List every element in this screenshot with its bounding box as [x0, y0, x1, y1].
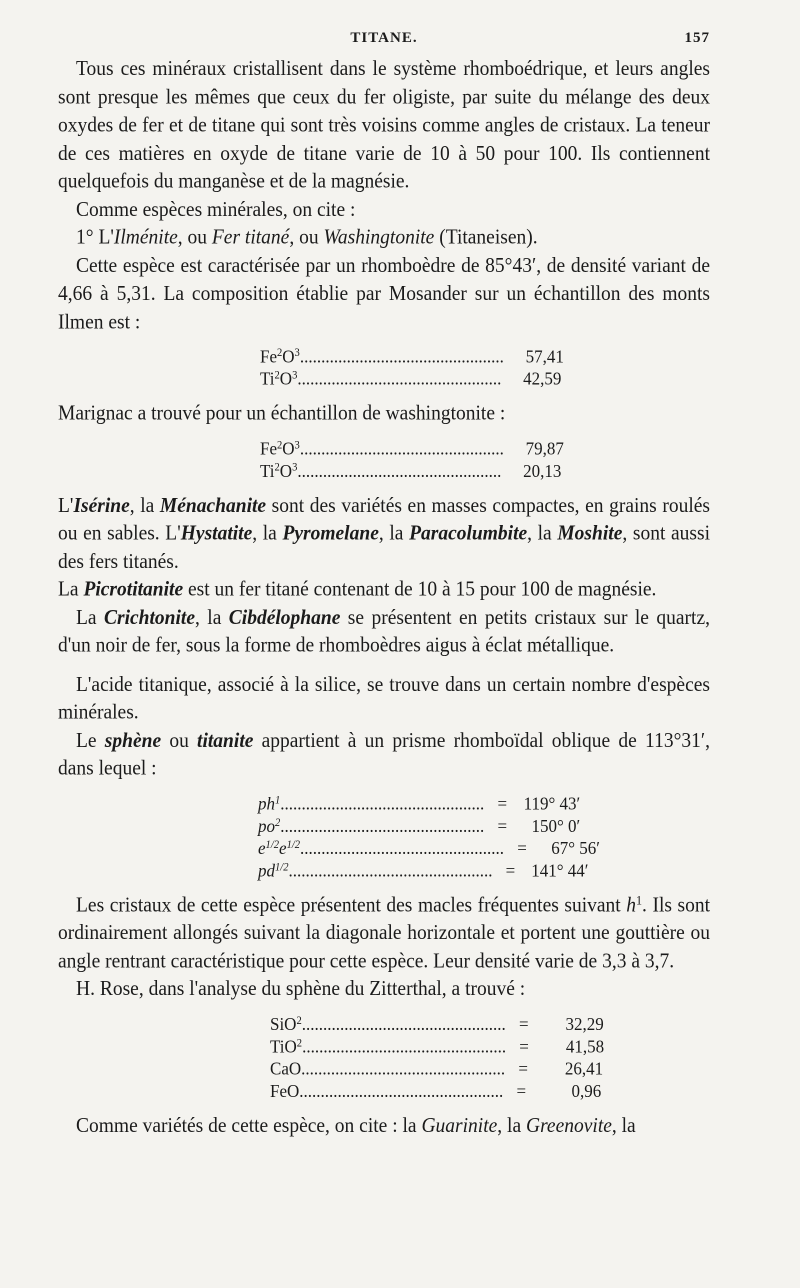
term-crichtonite: Crichtonite [103, 606, 196, 629]
paragraph-varieties: Comme variétés de cette espèce, on cite : la Guarinite, la Greenovite, la [76, 1114, 636, 1137]
table-row: SiO$^2$ ................................................ = 32,29 [270, 1013, 604, 1034]
page-number: 157 [684, 30, 710, 46]
table-row: $e^{1/2}e^{1/2}$ ................................................ = 67° 56′ [258, 837, 601, 858]
paragraph-marignac: Marignac a trouvé pour un échantillon de washingtonite : [58, 402, 506, 425]
paragraph-species-intro: Comme espèces minérales, on cite : [76, 198, 356, 221]
term-moshite: Moshite [557, 522, 623, 545]
table-row: $Ti^2O^3$ ................................................ 42,59 [260, 368, 562, 389]
term-ilmenite: Ilménite [113, 226, 178, 249]
table-value: 32,29 [565, 1013, 604, 1034]
paragraph-sphene: Le sphène ou titanite appartient à un prisme rhomboïdal oblique de 113°31′, dans lequel : [58, 729, 711, 780]
term-menachanite: Ménachanite [159, 494, 267, 517]
table-row: TiO$^2$ ................................................ = 41,58 [270, 1035, 605, 1057]
paragraph-crystals: Les cristaux de cette espèce présentent des macles fréquentes suivant $h^1$. Ils sont ordinairement allongés suivant la diagonale horizontale et portent une gouttière ou angle rentrant caractéristique pour cette espèce. Leur densité varie de 3,3 à 3,7. [58, 892, 710, 973]
table-value: 67° 56′ [551, 837, 601, 858]
term-fer-titane: Fer titané [211, 226, 290, 249]
composition-table-washingtonite [260, 437, 564, 482]
term-sphene: sphène [104, 729, 162, 752]
term-pyromelane: Pyromelane [282, 522, 379, 545]
table-value: 141° 44′ [531, 860, 589, 881]
paragraph-crichtonite: La Crichtonite, la Cibdélophane se présentent en petits cristaux sur le quartz, d'un noir de fer, sous la forme de rhomboèdres aigus à éclat métallique. [58, 606, 710, 658]
table-value: 57,41 [525, 346, 564, 367]
angles-table [258, 792, 601, 881]
table-row: CaO ................................................ = 26,41 [270, 1058, 604, 1079]
table-value: 119° 43′ [523, 793, 581, 814]
table-row: $Fe^2O^3$ ................................................ 57,41 [260, 346, 564, 367]
paragraph-intro: Tous ces minéraux cristallisent dans le système rhomboédrique, et leurs angles sont presque les mêmes que ceux du fer oligiste, par suite du mélange des deux oxydes de fer et de titane qui sont très voisins comme angles de cristaux. La teneur de ces matières en oxyde de titane varie de 10 à 50 pour 100. Ils contiennent quelquefois du manganèse et de la magnésie. [58, 58, 710, 193]
term-guarinite: Guarinite [421, 1114, 498, 1137]
table-value: 150° 0′ [531, 815, 581, 836]
table-row: FeO ................................................ = 0,96 [270, 1080, 602, 1101]
composition-table-ilmen [260, 345, 564, 390]
chapter-title: TITANE. [350, 30, 418, 46]
table-value: 79,87 [525, 438, 564, 459]
table-row: $ph^1$ ................................................ = 119° 43′ [258, 793, 581, 814]
term-paracolumbite: Paracolumbite [409, 522, 528, 545]
table-row: $pd^{1/2}$ ................................................ = 141° 44′ [258, 860, 589, 881]
table-row: $Fe^2O^3$ ................................................ 79,87 [260, 438, 564, 459]
table-value: 42,59 [523, 368, 562, 389]
term-picrotitanite: Picrotitanite [83, 578, 184, 601]
table-value: 0,96 [571, 1080, 602, 1101]
table-row: $po^2$ ................................................ = 150° 0′ [258, 815, 581, 836]
term-washingtonite: Washingtonite [323, 226, 435, 249]
composition-table-rose [270, 1013, 605, 1102]
term-titanite: titanite [197, 729, 254, 752]
table-row: $Ti^2O^3$ ................................................ 20,13 [260, 460, 562, 481]
paragraph-ilmenite-heading: 1° L'Ilménite, ou Fer titané, ou Washingtonite (Titaneisen). [76, 226, 538, 249]
term-hystatite: Hystatite [180, 522, 253, 545]
term-greenovite: Greenovite [525, 1114, 612, 1137]
paragraph-ilmenite-description: Cette espèce est caractérisée par un rhomboèdre de 85°43′, de densité variant de 4,66 à 5,31. La composition établie par Mosander sur un échantillon des monts Ilmen est : [58, 254, 710, 334]
paragraph-picrotitanite: La Picrotitanite est un fer titané contenant de 10 à 15 pour 100 de magnésie. [58, 578, 657, 601]
paragraph-titanic-acid: L'acide titanique, associé à la silice, se trouve dans un certain nombre d'espèces minérales. [58, 673, 710, 724]
table-value: 41,58 [565, 1035, 605, 1057]
body-text [58, 56, 710, 1140]
term-cibdelophane: Cibdélophane [228, 606, 341, 629]
paragraph-rose: H. Rose, dans l'analyse du sphène du Zitterthal, a trouvé : [76, 978, 526, 1001]
paragraph-iserine: L'Isérine, la Ménachanite sont des variétés en masses compactes, en grains roulés ou en sables. L'Hystatite, la Pyromelane, la Paracolumbite, la Moshite, sont aussi des fers titanés. [58, 494, 711, 573]
table-value: 26,41 [564, 1058, 604, 1079]
term-iserine: Isérine [73, 494, 130, 517]
running-header [58, 30, 710, 52]
table-value: 20,13 [523, 460, 562, 481]
